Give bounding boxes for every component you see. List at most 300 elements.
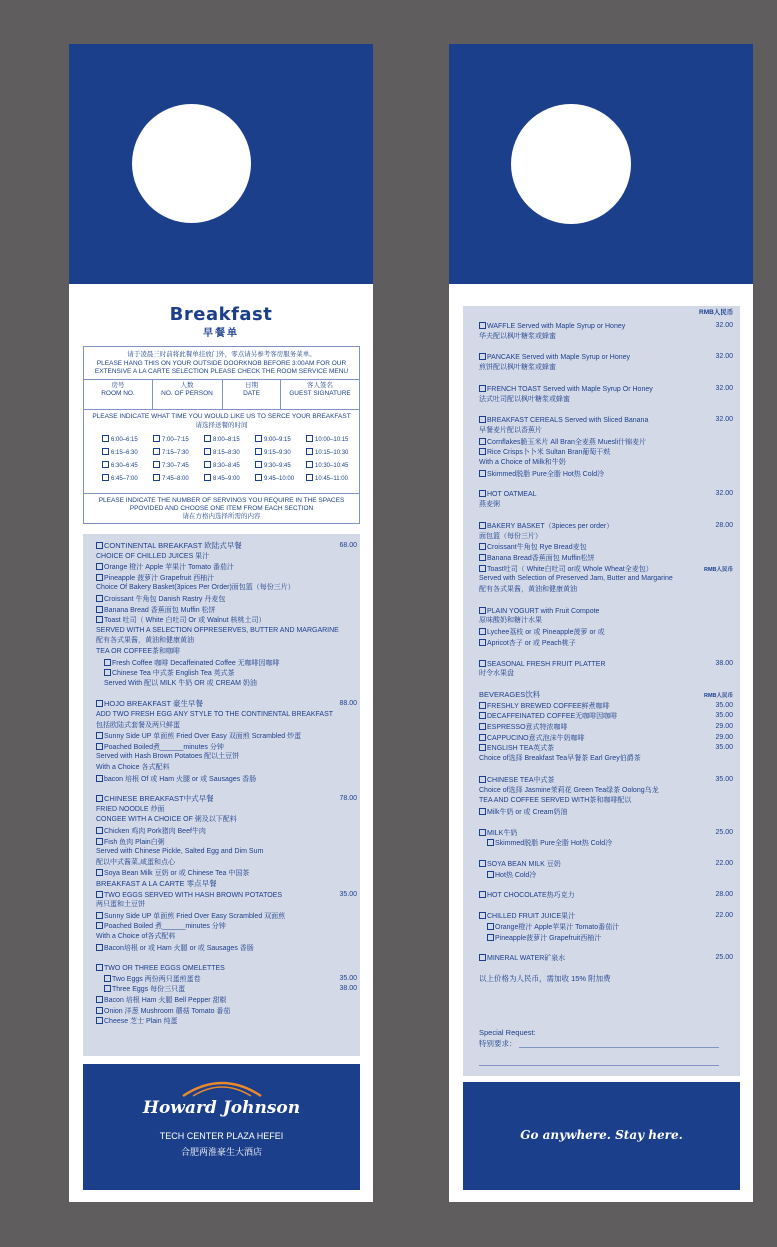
menu-item-text: 面包篮（每份三片） bbox=[479, 532, 542, 540]
hotel-name-cn: 合肥两淮豪生大酒店 bbox=[180, 1148, 262, 1158]
menu-line[interactable] bbox=[479, 448, 610, 456]
price: 32.00 bbox=[715, 353, 733, 361]
persons-label: NO. OF PERSON bbox=[161, 390, 213, 397]
menu-line bbox=[96, 816, 237, 823]
menu-line[interactable] bbox=[96, 795, 214, 803]
checkbox[interactable] bbox=[479, 734, 486, 741]
special-request-label-cn: 特别要求： bbox=[479, 1039, 517, 1048]
checkbox[interactable] bbox=[487, 923, 494, 930]
menu-item-text: HOT CHOCOLATE热巧克力 bbox=[487, 892, 575, 900]
menu-line[interactable] bbox=[479, 385, 653, 393]
menu-line bbox=[479, 427, 542, 434]
menu-item-text: Poached Boiled煮______minutes 分钟 bbox=[104, 743, 224, 751]
price: 25.00 bbox=[715, 954, 733, 962]
menu-item-text: Skimmed脱脂 Pure全脂 Hot热 Cold冷 bbox=[487, 470, 605, 478]
menu-line[interactable] bbox=[96, 944, 254, 952]
time-slot-checkbox[interactable]: 6:00–6:15 bbox=[102, 435, 138, 443]
menu-line[interactable] bbox=[96, 700, 203, 708]
menu-item-text: ADD TWO FRESH EGG ANY STYLE TO THE CONTINENTAL BREAKFAST bbox=[96, 711, 334, 718]
checkbox[interactable] bbox=[96, 542, 103, 549]
servings-instruction-cn: 请在方格内选择所需的内容 bbox=[182, 513, 261, 520]
checkbox[interactable] bbox=[479, 912, 486, 919]
menu-line[interactable] bbox=[479, 829, 517, 837]
checkbox[interactable] bbox=[479, 543, 486, 550]
room-no-label: ROOM NO. bbox=[101, 390, 135, 397]
menu-line bbox=[96, 806, 164, 813]
menu-item-text: ENGLISH TEA英式茶 bbox=[487, 745, 555, 753]
menu-line[interactable] bbox=[487, 871, 536, 879]
menu-item-text: Served With 配以 MILK 牛奶 OR 或 CREAM 奶油 bbox=[104, 679, 257, 687]
special-request-line[interactable] bbox=[519, 1047, 719, 1048]
menu-line[interactable] bbox=[479, 712, 617, 720]
menu-line[interactable] bbox=[479, 660, 606, 668]
price: 38.00 bbox=[715, 659, 733, 667]
menu-item-text: Cornflakes脆玉米片 All Bran全麦燕 Muesli什锦麦片 bbox=[487, 438, 647, 446]
price: 78.00 bbox=[339, 795, 357, 803]
menu-item-text: bacon 培根 Of 或 Ham 火腿 or 或 Sausages 香肠 bbox=[104, 775, 257, 783]
menu-item-text: HOT OATMEAL bbox=[487, 491, 537, 499]
signature-label-cn: 客人签名 bbox=[307, 382, 333, 389]
checkbox[interactable] bbox=[479, 954, 486, 961]
time-slot-checkbox[interactable]: 7:00–7:15 bbox=[153, 435, 189, 443]
menu-item-text: CHOICE OF CHILLED JUICES 果汁 bbox=[96, 552, 210, 560]
checkbox[interactable] bbox=[479, 660, 486, 667]
menu-item-text: With a Choice 各式配料 bbox=[96, 764, 170, 771]
menu-line bbox=[479, 797, 631, 804]
menu-item-text: Sunny Side UP 单面煎 Fried Over Easy 双面煎 Scrambled 炒蛋 bbox=[104, 733, 302, 741]
menu-line[interactable] bbox=[479, 776, 555, 784]
checkbox[interactable] bbox=[96, 912, 103, 919]
menu-line[interactable] bbox=[96, 891, 282, 899]
menu-line bbox=[96, 711, 333, 718]
breakfast-door-hanger-front bbox=[69, 44, 373, 1202]
menu-item-text: Lychee荔枝 or 或 Pineapple菠萝 or 或 bbox=[487, 629, 605, 637]
checkbox[interactable] bbox=[96, 732, 103, 739]
menu-line bbox=[479, 691, 540, 699]
time-slot-checkbox[interactable]: 9:45–10:00 bbox=[255, 474, 294, 482]
menu-item-text: 以上价格为人民币，需加收 15% 附加费 bbox=[479, 973, 611, 983]
price: 22.00 bbox=[715, 860, 733, 867]
menu-line[interactable] bbox=[479, 954, 565, 962]
menu-line bbox=[479, 501, 500, 508]
checkbox[interactable] bbox=[487, 934, 494, 941]
slogan-footer bbox=[463, 1082, 740, 1190]
menu-line bbox=[96, 637, 194, 644]
time-slot-checkbox[interactable]: 10:45–11:00 bbox=[306, 474, 348, 482]
menu-line[interactable] bbox=[479, 808, 568, 816]
menu-item-text: TEA OR COFFEE茶和咖啡 bbox=[96, 648, 181, 655]
menu-line[interactable] bbox=[96, 616, 266, 624]
checkbox[interactable] bbox=[104, 669, 111, 676]
persons-label-cn: 人数 bbox=[180, 382, 194, 389]
menu-line bbox=[479, 975, 611, 983]
checkbox[interactable] bbox=[96, 964, 103, 971]
checkbox[interactable] bbox=[96, 700, 103, 707]
currency-label: RMB人民币 bbox=[699, 309, 734, 316]
menu-line bbox=[96, 880, 217, 888]
time-slot-checkbox[interactable]: 7:30–7:45 bbox=[153, 461, 189, 469]
checkbox[interactable] bbox=[104, 985, 111, 992]
menu-line[interactable] bbox=[479, 543, 587, 551]
menu-item-text: CHINESE TEA中式茶 bbox=[487, 776, 555, 784]
menu-line bbox=[479, 670, 514, 677]
menu-title: Breakfast bbox=[169, 304, 273, 325]
menu-item-text: 华夫配以枫叶糖浆或蜂蜜 bbox=[479, 332, 556, 340]
checkbox[interactable] bbox=[96, 1017, 103, 1024]
checkbox[interactable] bbox=[487, 871, 494, 878]
menu-line[interactable] bbox=[96, 964, 225, 972]
checkbox[interactable] bbox=[104, 975, 111, 982]
price: 35.00 bbox=[715, 701, 733, 709]
checkbox[interactable] bbox=[96, 743, 103, 750]
menu-line[interactable] bbox=[479, 416, 648, 424]
menu-item-text: FRIED NOODLE 炒面 bbox=[96, 805, 165, 813]
menu-line bbox=[479, 333, 556, 340]
price: 25.00 bbox=[715, 828, 733, 836]
price: 28.00 bbox=[715, 891, 733, 899]
checkbox[interactable] bbox=[479, 438, 486, 445]
menu-line[interactable] bbox=[104, 659, 280, 667]
brand-logo: Howard Johnson bbox=[142, 1098, 301, 1118]
menu-item-text: 早餐麦片配以香蕉片 bbox=[479, 426, 542, 434]
breakfast-menu-panel bbox=[83, 534, 360, 1056]
menu-item-text: 包括欧陆式套餐及两只鲜蛋 bbox=[96, 721, 180, 729]
menu-line[interactable] bbox=[479, 628, 605, 636]
menu-item-text: Pineapple 菠萝汁 Grapefruit 西柚汁 bbox=[104, 574, 215, 582]
menu-item-text: Choice of选择 Jasmine茉莉花 Green Tea绿茶 Oolong乌龙 bbox=[479, 786, 659, 794]
menu-item-text: Served with Hash Brown Potatoes 配以土豆饼 bbox=[96, 753, 240, 761]
checkbox[interactable] bbox=[479, 891, 486, 898]
menu-line[interactable] bbox=[479, 490, 537, 498]
checkbox[interactable] bbox=[96, 616, 103, 623]
checkbox[interactable] bbox=[96, 996, 103, 1003]
signature-label: GUEST SIGNATURE bbox=[289, 390, 351, 397]
menu-line[interactable] bbox=[104, 975, 201, 983]
menu-line[interactable] bbox=[96, 775, 256, 783]
checkbox[interactable] bbox=[479, 522, 486, 529]
menu-item-text: Toast吐司（ White白吐司 or或 Whole Wheat全麦包） bbox=[487, 565, 653, 573]
checkbox[interactable] bbox=[96, 827, 103, 834]
menu-line bbox=[479, 533, 542, 540]
checkbox[interactable] bbox=[96, 606, 103, 613]
menu-item-text: Choice of选择 Breakfast Tea早餐茶 Earl Grey伯爵茶 bbox=[479, 755, 641, 763]
menu-item-text: Two Eggs 两份两只蛋煎蛋卷 bbox=[112, 975, 201, 983]
time-slot-checkbox[interactable]: 9:15–9:30 bbox=[255, 448, 291, 456]
menu-item-text: WAFFLE Served with Maple Syrup or Honey bbox=[487, 323, 626, 330]
date-label-cn: 日期 bbox=[245, 382, 258, 389]
menu-item-text: Onion 洋葱 Mushroom 蘑菇 Tomato 番茄 bbox=[104, 1007, 231, 1015]
menu-line[interactable] bbox=[96, 1007, 230, 1015]
menu-line bbox=[96, 848, 263, 855]
menu-item-text: Cheese 芝士 Plain 纯蛋 bbox=[104, 1018, 178, 1026]
menu-line bbox=[96, 722, 180, 729]
menu-line[interactable] bbox=[479, 639, 576, 647]
menu-line[interactable] bbox=[96, 1017, 178, 1025]
date-label: DATE bbox=[243, 390, 260, 397]
menu-line bbox=[96, 764, 170, 771]
menu-item-text: 时令水果盘 bbox=[479, 670, 514, 678]
menu-line[interactable] bbox=[479, 734, 585, 742]
menu-line[interactable] bbox=[479, 554, 595, 562]
menu-line[interactable] bbox=[96, 606, 216, 614]
menu-item-text: BREAKFAST A LA CARTE 零点早餐 bbox=[96, 879, 217, 888]
menu-line[interactable] bbox=[96, 922, 226, 930]
menu-item-text: MILK牛奶 bbox=[487, 829, 518, 837]
menu-line[interactable] bbox=[487, 923, 619, 931]
menu-item-text: BAKERY BASKET（3pieces per order） bbox=[487, 522, 614, 530]
time-slot-checkbox[interactable]: 8:00–8:15 bbox=[204, 435, 240, 443]
menu-item-text: With a Choice of Milk和牛奶 bbox=[479, 459, 566, 466]
time-slot-checkbox[interactable]: 7:45–8:00 bbox=[153, 474, 189, 482]
checkbox[interactable] bbox=[479, 808, 486, 815]
door-handle-hole bbox=[132, 104, 251, 223]
menu-item-text: Fish 鱼肉 Plain白粥 bbox=[104, 838, 165, 846]
checkbox[interactable] bbox=[479, 448, 486, 455]
room-no-label-cn: 房号 bbox=[111, 382, 125, 389]
price: 22.00 bbox=[715, 912, 733, 920]
menu-line bbox=[479, 364, 556, 371]
menu-line[interactable] bbox=[479, 353, 630, 361]
price: 38.00 bbox=[339, 985, 357, 993]
time-slot-checkbox[interactable]: 10:30–10:45 bbox=[306, 461, 348, 469]
menu-item-text: Orange 橙汁 Apple 苹果汁 Tomato 番茄汁 bbox=[104, 564, 234, 572]
menu-line[interactable] bbox=[479, 723, 568, 731]
price: RMB人民币 bbox=[703, 692, 733, 699]
menu-item-text: CHINESE BREAKFAST中式早餐 bbox=[104, 794, 214, 804]
menu-line bbox=[479, 755, 641, 762]
price: 88.00 bbox=[339, 700, 357, 708]
time-slot-checkbox[interactable]: 10:15–10:30 bbox=[306, 448, 348, 456]
slogan: Go anywhere. Stay here. bbox=[520, 1128, 683, 1142]
checkbox[interactable] bbox=[96, 1007, 103, 1014]
time-slot-checkbox[interactable]: 7:15–7:30 bbox=[153, 448, 189, 456]
menu-line[interactable] bbox=[96, 595, 225, 603]
price: 29.00 bbox=[715, 723, 733, 730]
time-slot-checkbox[interactable]: 8:15–8:30 bbox=[204, 448, 240, 456]
price: RMB人民币 bbox=[703, 566, 733, 573]
checkbox[interactable] bbox=[96, 838, 103, 845]
menu-line bbox=[479, 787, 659, 794]
checkbox[interactable] bbox=[96, 574, 103, 581]
menu-line[interactable] bbox=[487, 839, 612, 847]
notice-en-2: EXTENSIVE A LA CARTE SELECTION PLEASE CHECK THE ROOM SERVICE MENU bbox=[94, 368, 349, 375]
menu-item-text: Banana Bread香蕉面包 Muffin松饼 bbox=[487, 554, 595, 562]
menu-item-text: 燕麦粥 bbox=[479, 501, 500, 509]
menu-line[interactable] bbox=[96, 996, 227, 1004]
menu-item-text: HOJO BREAKFAST 豪生早餐 bbox=[104, 699, 204, 709]
price: 32.00 bbox=[715, 416, 733, 424]
menu-line bbox=[104, 680, 257, 687]
menu-line[interactable] bbox=[479, 470, 604, 478]
menu-line[interactable] bbox=[479, 565, 653, 573]
menu-item-text: Rice Crisps卜卜米 Sultan Bran葡萄干麸 bbox=[487, 449, 611, 457]
checkbox[interactable] bbox=[479, 554, 486, 561]
checkbox[interactable] bbox=[96, 563, 103, 570]
checkbox[interactable] bbox=[479, 702, 486, 709]
menu-item-text: Served with Chinese Pickle, Salted Egg and Dim Sum bbox=[96, 848, 264, 856]
menu-item-text: CONTINENTAL BREAKFAST 欧陆式早餐 bbox=[104, 541, 242, 550]
menu-item-text: ESPRESSO意式特浓咖啡 bbox=[487, 724, 568, 731]
menu-item-text: Croissant牛角包 Rye Bread麦包 bbox=[487, 544, 587, 552]
checkbox[interactable] bbox=[479, 607, 486, 614]
checkbox[interactable] bbox=[487, 839, 494, 846]
menu-item-text: CONGEE WITH A CHOICE OF 粥及以下配料 bbox=[96, 816, 237, 824]
checkbox[interactable] bbox=[96, 775, 103, 782]
notice-en-1: PLEASE HANG THIS ON YOUR OUTSIDE DOORKNOB BEFORE 3:00AM FOR OUR bbox=[96, 360, 347, 367]
checkbox[interactable] bbox=[479, 776, 486, 783]
checkbox[interactable] bbox=[96, 891, 103, 898]
menu-line[interactable] bbox=[104, 985, 185, 993]
menu-line[interactable] bbox=[96, 574, 214, 582]
menu-item-text: Skimmed脱脂 Pure全脂 Hot热 Cold冷 bbox=[495, 840, 613, 848]
menu-item-text: CAPPUCINO意式泡沫牛奶咖啡 bbox=[487, 734, 585, 742]
menu-item-text: BREAKFAST CEREALS Served with Sliced Banana bbox=[487, 417, 649, 425]
menu-line[interactable] bbox=[479, 860, 561, 868]
checkbox[interactable] bbox=[479, 744, 486, 751]
order-info-box bbox=[83, 346, 360, 524]
menu-line[interactable] bbox=[479, 912, 575, 920]
menu-line[interactable] bbox=[96, 912, 285, 920]
menu-item-text: CHILLED FRUIT JUICE果汁 bbox=[487, 913, 576, 921]
menu-line bbox=[479, 459, 566, 466]
price: 35.00 bbox=[715, 744, 733, 752]
menu-item-text: 煎饼配以枫叶糖浆或蜂蜜 bbox=[479, 364, 556, 372]
menu-item-text: BEVERAGES饮料 bbox=[479, 689, 541, 699]
menu-line[interactable] bbox=[96, 743, 224, 751]
checkbox[interactable] bbox=[479, 490, 486, 497]
price: 35.00 bbox=[339, 890, 357, 898]
checkbox[interactable] bbox=[96, 795, 103, 802]
menu-line bbox=[96, 901, 145, 908]
menu-line[interactable] bbox=[479, 322, 625, 330]
menu-item-text: Sunny Side UP 单面煎 Fried Over Easy Scrambled 双面煎 bbox=[104, 912, 286, 920]
checkbox[interactable] bbox=[479, 712, 486, 719]
checkbox[interactable] bbox=[479, 353, 486, 360]
menu-line[interactable] bbox=[96, 563, 234, 571]
menu-item-text: FRENCH TOAST Served with Maple Syrup Or Honey bbox=[487, 385, 653, 393]
menu-item-text: Served with Selection of Preserved Jam, Butter and Margarine bbox=[479, 575, 673, 583]
menu-item-text: PLAIN YOGURT with Fruit Compote bbox=[487, 607, 600, 615]
time-slot-checkbox[interactable]: 9:00–9:15 bbox=[255, 435, 291, 443]
checkbox[interactable] bbox=[96, 869, 103, 876]
menu-item-text: MINERAL WATER矿泉水 bbox=[487, 955, 566, 963]
hotel-location: TECH CENTER PLAZA HEFEI bbox=[159, 1131, 284, 1141]
menu-item-text: DECAFFEINATED COFFEE无咖啡因咖啡 bbox=[487, 713, 618, 721]
time-instruction: PLEASE INDICATE WHAT TIME YOU WOULD LIKE US TO SERCE YOUR BREAKFAST bbox=[92, 413, 351, 420]
menu-item-text: 法式吐司配以枫叶糖浆或蜂蜜 bbox=[479, 395, 570, 403]
menu-line[interactable] bbox=[96, 838, 165, 846]
menu-subtitle: 早餐单 bbox=[203, 328, 239, 339]
menu-item-text: Chinese Tea 中式茶 English Tea 英式茶 bbox=[112, 670, 235, 678]
menu-line bbox=[96, 753, 239, 760]
time-slot-checkbox[interactable]: 6:45–7:00 bbox=[102, 474, 138, 482]
menu-item-text: Choice Of Bakery Basket(3pices Per Order)面包篮（每份三片） bbox=[96, 584, 295, 592]
door-handle-hole bbox=[511, 104, 631, 224]
menu-line bbox=[96, 933, 175, 940]
menu-item-text: Pineapple菠萝汁 Grapefruit西柚汁 bbox=[495, 934, 602, 942]
time-slot-checkbox[interactable]: 6:30–6:45 bbox=[102, 461, 138, 469]
menu-item-text: SEASONAL FRESH FRUIT PLATTER bbox=[487, 660, 606, 668]
checkbox[interactable] bbox=[96, 922, 103, 929]
checkbox[interactable] bbox=[479, 385, 486, 392]
menu-line bbox=[96, 627, 339, 634]
checkbox[interactable] bbox=[479, 416, 486, 423]
menu-line[interactable] bbox=[479, 438, 646, 446]
notice-cn: 请于凌晨三时前将此餐单挂放门外，零点请另参考客房服务菜单。 bbox=[127, 351, 316, 358]
checkbox[interactable] bbox=[479, 470, 486, 477]
menu-item-text: 配有各式果酱，黄油和健康黄油 bbox=[479, 586, 577, 593]
menu-item-text: Bacon 培根 Ham 火腿 Bell Pepper 甜椒 bbox=[104, 997, 227, 1004]
servings-instruction-1: PLEASE INDICATE THE NUMBER OF SERVINGS YOU REQUIRE IN THE SPACES bbox=[98, 497, 345, 504]
menu-line[interactable] bbox=[479, 891, 575, 899]
menu-item-text: Soya Bean Milk 豆奶 or 或 Chinese Tea 中国茶 bbox=[104, 870, 250, 878]
menu-item-text: 配有各式果酱，黄油和健康黄油 bbox=[96, 637, 194, 645]
menu-line[interactable] bbox=[479, 744, 554, 752]
time-slot-checkbox[interactable]: 8:30–8:45 bbox=[204, 461, 240, 469]
price: 35.00 bbox=[339, 974, 357, 982]
menu-item-text: TWO OR THREE EGGS OMELETTES bbox=[104, 965, 225, 973]
menu-line bbox=[479, 575, 673, 582]
time-slot-checkbox[interactable]: 6:15–6:30 bbox=[102, 448, 138, 456]
price: 35.00 bbox=[715, 712, 733, 720]
menu-line bbox=[96, 553, 209, 560]
menu-item-text: Three Eggs 每份三只蛋 bbox=[112, 986, 186, 994]
menu-item-text: Fresh Coffee 咖啡 Decaffeinated Coffee 无咖啡因咖啡 bbox=[112, 659, 280, 667]
checkbox[interactable] bbox=[96, 595, 103, 602]
checkbox[interactable] bbox=[479, 723, 486, 730]
price: 29.00 bbox=[715, 733, 733, 741]
price: 32.00 bbox=[715, 322, 733, 329]
menu-item-text: PANCAKE Served with Maple Syrup or Honey bbox=[487, 354, 631, 362]
menu-line[interactable] bbox=[487, 934, 601, 942]
checkbox[interactable] bbox=[96, 944, 103, 951]
checkbox[interactable] bbox=[479, 565, 486, 572]
menu-item-text: 两只蛋和土豆饼 bbox=[96, 901, 145, 909]
menu-item-text: SERVED WITH A SELECTION OFPRESERVES, BUTTER AND MARGARINE bbox=[96, 626, 339, 634]
checkbox[interactable] bbox=[479, 322, 486, 329]
special-request-label: Special Request: bbox=[479, 1028, 536, 1037]
menu-line[interactable] bbox=[479, 607, 599, 615]
menu-item-text: FRESHLY BREWED COFFEE鲜煮咖啡 bbox=[487, 702, 610, 710]
time-slot-checkbox[interactable]: 9:30–9:45 bbox=[255, 461, 291, 469]
menu-line[interactable] bbox=[479, 702, 610, 710]
breakfast-door-hanger-back bbox=[449, 44, 753, 1202]
brand-footer bbox=[83, 1064, 360, 1190]
menu-item-text: With a Choice of各式配料 bbox=[96, 933, 176, 940]
menu-item-text: Croissant 牛角包 Danish Rastry 丹麦包 bbox=[104, 596, 226, 603]
menu-line[interactable] bbox=[96, 869, 249, 877]
menu-line[interactable] bbox=[104, 669, 235, 677]
checkbox[interactable] bbox=[104, 659, 111, 666]
special-request-line[interactable] bbox=[479, 1065, 719, 1066]
sunrise-logo-icon bbox=[179, 1076, 265, 1098]
checkbox[interactable] bbox=[479, 639, 486, 646]
menu-item-text: Orange橙汁 Apple苹果汁 Tomato番茄汁 bbox=[495, 923, 620, 931]
menu-line[interactable] bbox=[96, 827, 206, 835]
checkbox[interactable] bbox=[479, 628, 486, 635]
checkbox[interactable] bbox=[479, 860, 486, 867]
menu-line[interactable] bbox=[96, 542, 242, 550]
checkbox[interactable] bbox=[479, 829, 486, 836]
time-slot-checkbox[interactable]: 8:45–9:00 bbox=[204, 474, 240, 482]
menu-item-text: Chicken 鸡肉 Pork猪肉 Beef牛肉 bbox=[104, 828, 206, 835]
menu-line[interactable] bbox=[96, 732, 301, 740]
time-slot-checkbox[interactable]: 10:00–10:15 bbox=[306, 435, 348, 443]
servings-instruction-2: PPOVIDED AND CHOOSE ONE ITEM FROM EACH SECTION bbox=[129, 505, 314, 512]
price: 28.00 bbox=[715, 521, 733, 529]
menu-line[interactable] bbox=[479, 522, 613, 530]
menu-item-text: TEA AND COFFEE SERVED WITH茶和咖啡配以 bbox=[479, 797, 632, 805]
